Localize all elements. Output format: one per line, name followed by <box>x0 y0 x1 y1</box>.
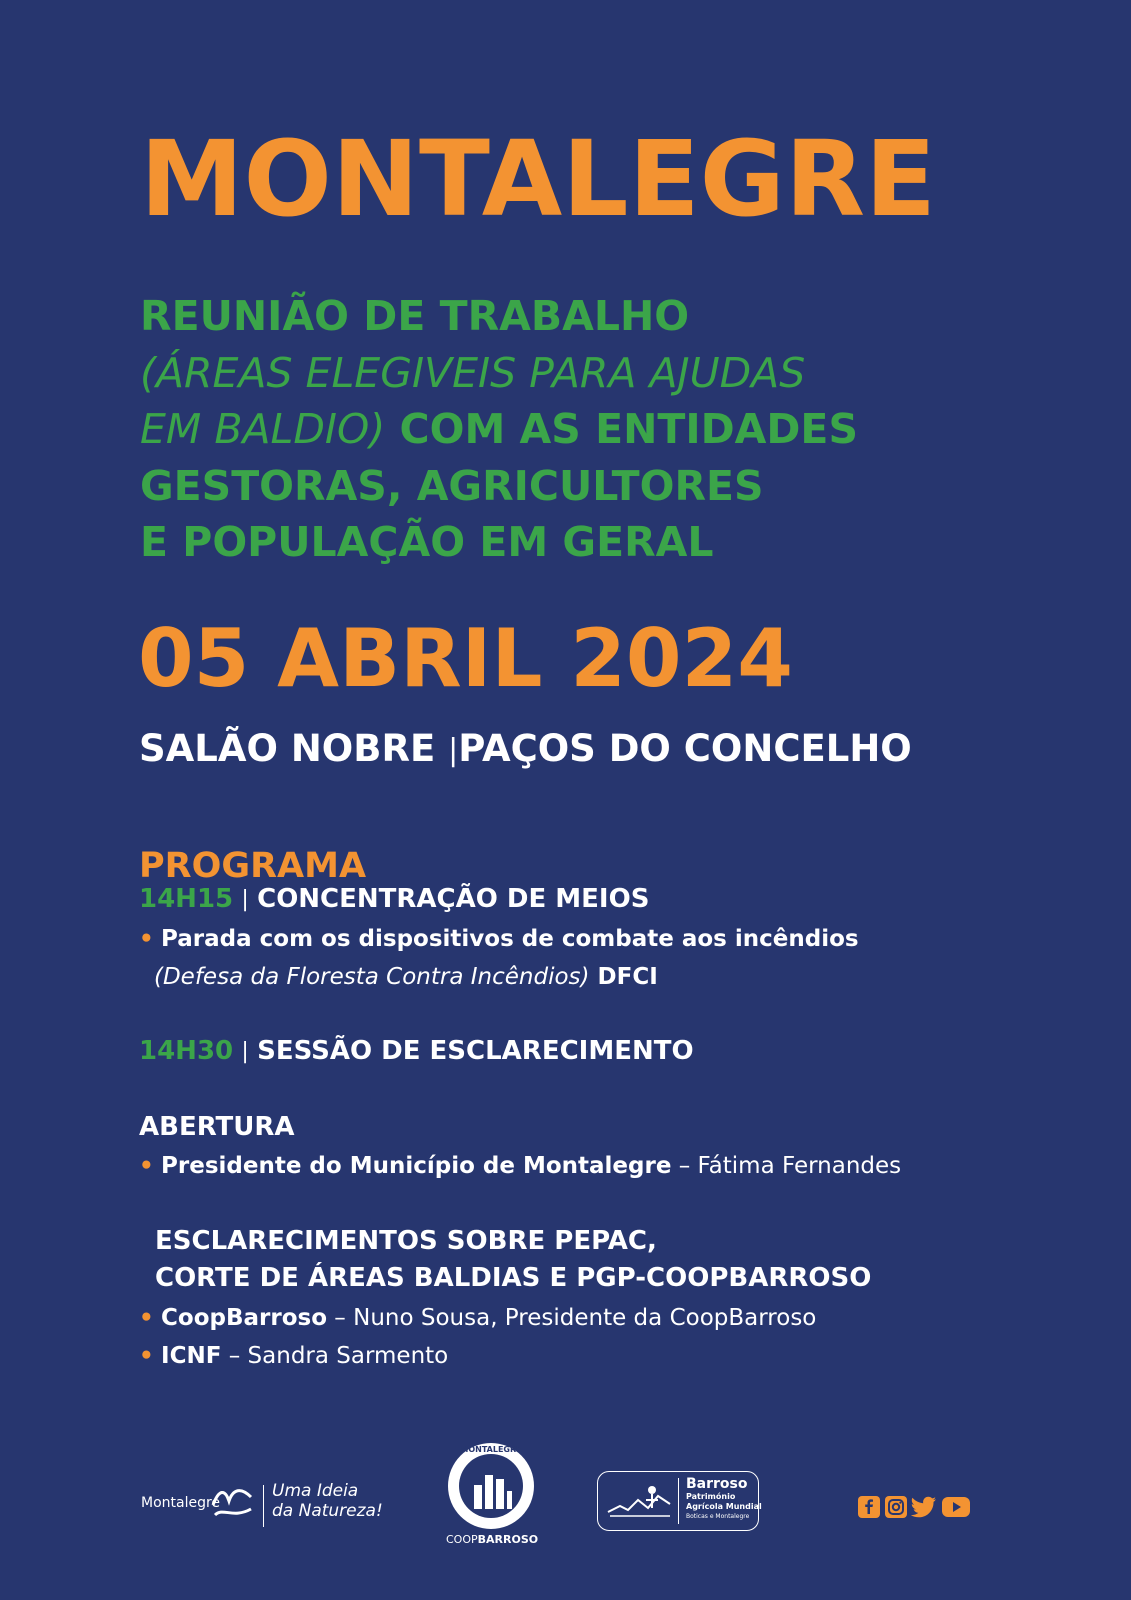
event-date: 05 ABRIL 2024 <box>138 612 793 705</box>
event-subtitle <box>140 288 858 571</box>
barroso-title: Barroso <box>686 1476 748 1492</box>
slogan-line-1: Uma Ideia <box>272 1481 359 1501</box>
programa-item-1-separator: | <box>241 886 249 912</box>
slogan-line-2: da Natureza! <box>272 1501 383 1521</box>
montalegre-logo-text: Montalegre <box>141 1495 221 1511</box>
venue-separator: | <box>448 733 459 768</box>
abertura-person: – Fátima Fernandes <box>671 1153 902 1179</box>
twitter-icon[interactable] <box>911 1496 937 1518</box>
programa-item-1-header <box>139 884 649 914</box>
youtube-icon[interactable] <box>942 1496 970 1518</box>
speaker-coopbarroso <box>139 1305 816 1331</box>
venue-building: PAÇOS DO CONCELHO <box>458 727 912 770</box>
speaker-org: ICNF <box>161 1343 222 1369</box>
montalegre-logo <box>141 1481 391 1545</box>
social-icons <box>858 1496 970 1520</box>
speaker-icnf <box>139 1343 448 1369</box>
programa-item-2-title: SESSÃO DE ESCLARECIMENTO <box>257 1036 694 1066</box>
bullet-icon: • <box>139 1343 154 1369</box>
programa-item-1-time: 14H15 <box>139 884 234 914</box>
programa-heading: PROGRAMA <box>139 846 367 886</box>
barroso-line-1: Património <box>686 1492 736 1501</box>
subtitle-line-3-italic: EM BALDIO) <box>140 405 386 453</box>
bullet-icon: • <box>139 1153 154 1179</box>
abertura-speaker <box>139 1153 901 1179</box>
subtitle-line-4: GESTORAS, AGRICULTORES <box>140 461 764 510</box>
barroso-line-2: Agrícola Mundial <box>686 1502 762 1511</box>
coop-name-bold: BARROSO <box>477 1533 539 1546</box>
montalegre-wave-icon <box>211 1485 255 1521</box>
abertura-heading: ABERTURA <box>139 1112 295 1142</box>
subtitle-line-2: (ÁREAS ELEGIVEIS PARA AJUDAS <box>140 348 806 397</box>
coop-ring-text: MONTALEGRE <box>460 1445 522 1454</box>
subtitle-line-3-bold: COM AS ENTIDADES <box>385 405 858 453</box>
instagram-icon[interactable] <box>885 1496 907 1518</box>
programa-item-1-detail-2-italic: (Defesa da Floresta Contra Incêndios) <box>154 964 590 990</box>
barroso-heritage-logo <box>597 1471 762 1531</box>
abertura-role: Presidente do Município de Montalegre <box>161 1153 672 1179</box>
programa-item-2-separator: | <box>241 1038 249 1064</box>
programa-item-2-header <box>139 1036 694 1066</box>
coopbarroso-name <box>446 1533 538 1546</box>
esclarecimentos-heading-line-2: CORTE DE ÁREAS BALDIAS E PGP-COOPBARROSO <box>155 1263 872 1293</box>
event-venue <box>139 727 912 770</box>
venue-hall: SALÃO NOBRE <box>139 727 436 770</box>
logo-divider <box>263 1485 264 1527</box>
programa-item-1-title: CONCENTRAÇÃO DE MEIOS <box>257 884 650 914</box>
speaker-person: – Nuno Sousa, Presidente da CoopBarroso <box>327 1305 817 1331</box>
speaker-person: – Sandra Sarmento <box>221 1343 449 1369</box>
programa-item-1-detail-text: Parada com os dispositivos de combate aos incêndios <box>161 926 859 952</box>
coop-name-light: COOP <box>446 1533 478 1546</box>
montalegre-slogan <box>272 1481 383 1521</box>
programa-item-1-detail-2 <box>154 964 658 990</box>
programa-item-1-detail <box>139 926 859 952</box>
programa-item-2-time: 14H30 <box>139 1036 234 1066</box>
barroso-divider <box>678 1478 679 1524</box>
barroso-line-3: Boticas e Montalegre <box>686 1513 750 1520</box>
coopbarroso-logo <box>440 1441 540 1551</box>
barroso-text <box>686 1476 762 1521</box>
subtitle-line-3 <box>140 401 858 458</box>
coopbarroso-emblem-icon <box>446 1441 536 1531</box>
bullet-icon: • <box>139 1305 154 1331</box>
subtitle-line-1: REUNIÃO DE TRABALHO <box>140 292 690 340</box>
speaker-org: CoopBarroso <box>161 1305 327 1331</box>
barroso-farmers-icon <box>606 1482 674 1520</box>
facebook-icon[interactable] <box>858 1496 880 1518</box>
page-title: MONTALEGRE <box>140 118 937 240</box>
subtitle-line-5: E POPULAÇÃO EM GERAL <box>140 518 714 566</box>
esclarecimentos-heading-line-1: ESCLARECIMENTOS SOBRE PEPAC, <box>155 1226 657 1256</box>
bullet-icon: • <box>139 926 154 952</box>
programa-item-1-detail-2-bold: DFCI <box>589 964 658 990</box>
